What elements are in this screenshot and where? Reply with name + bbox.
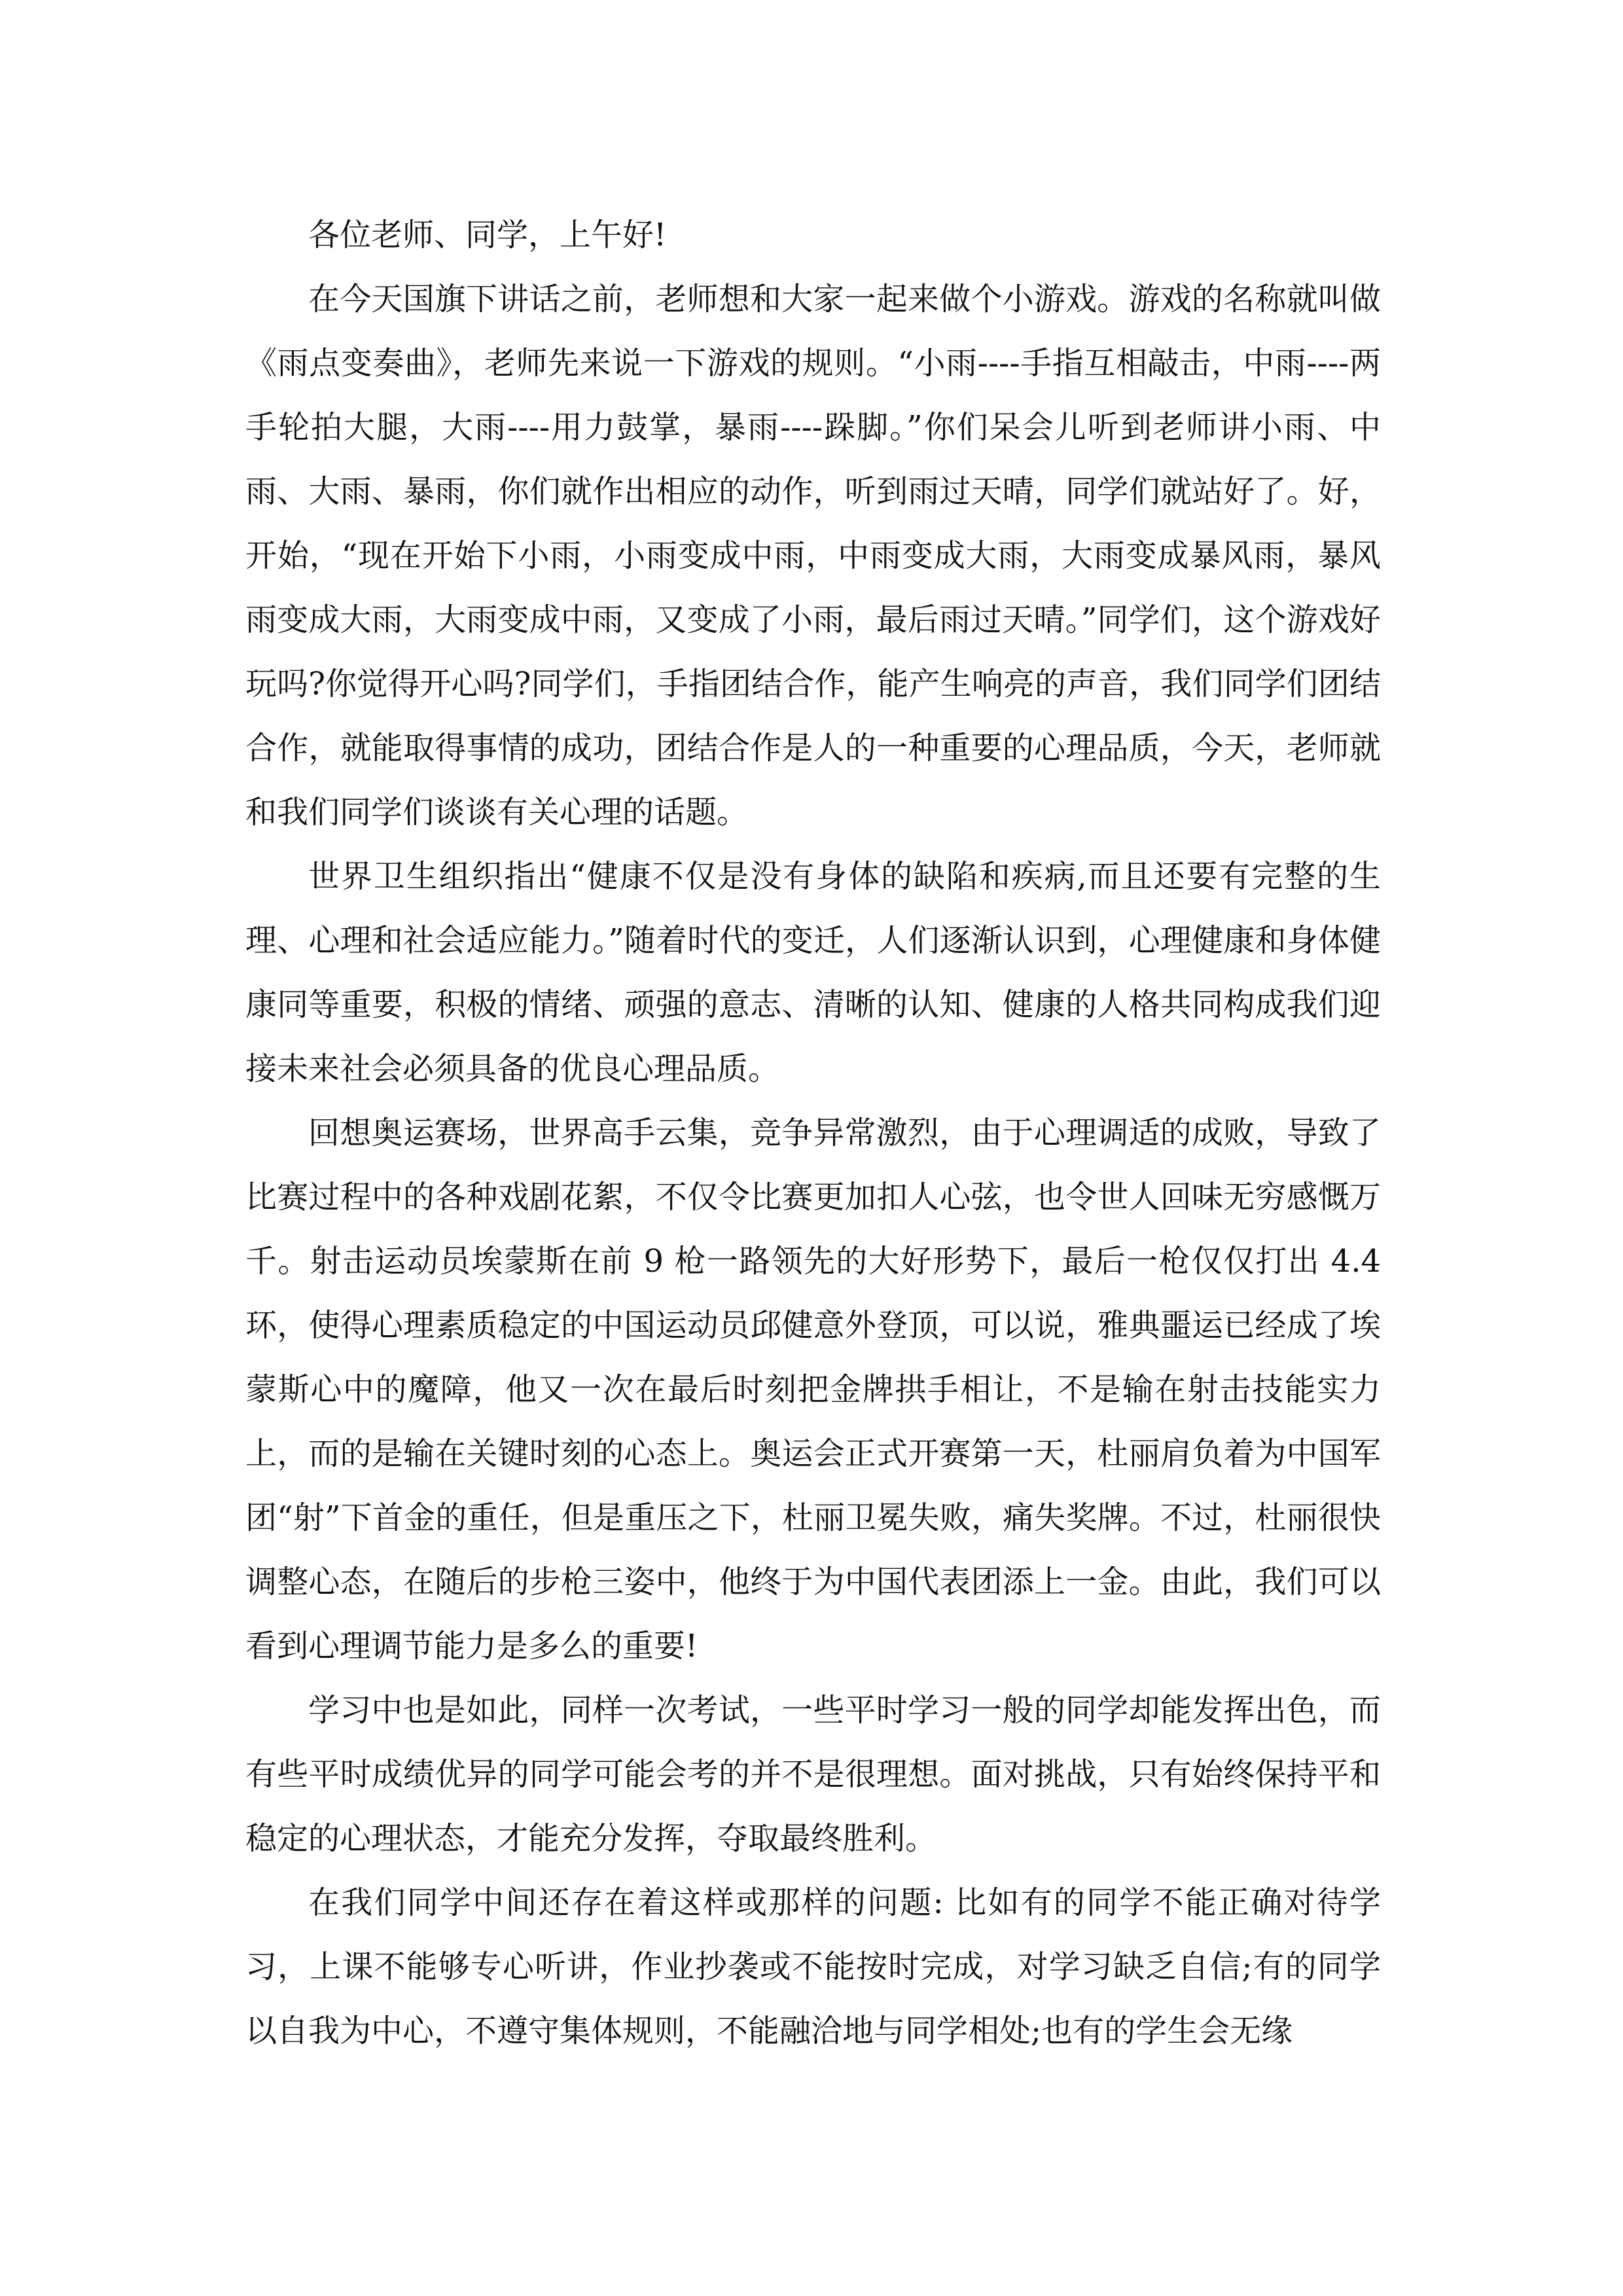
body-paragraph-olympics: 回想奥运赛场，世界高手云集，竞争异常激烈，由于心理调适的成败，导致了比赛过程中的各种戏剧花絮，不仅令比赛更加扣人心弦，也令世人回味无穷感慨万千。射击运动员埃蒙斯在前 9 枪一路领先的大好形势下，最后一枪仅仅打出 4.4 环，使得心理素质稳定的中国运动员邱健意外登顶，可以说，雅典噩运已经成了埃蒙斯心中的魔障，他又一次在最后时刻把金牌拱手相让，不是输在射击技能实力上，而的是输在关键时刻的心态上。奥运会正式开赛第一天，杜丽肩负着为中国军团“射”下首金的重任，但是重压之下，杜丽卫冕失败，痛失奖牌。不过，杜丽很快调整心态，在随后的步枪三姿中，他终于为中国代表团添上一金。由此，我们可以看到心理调节能力是多么的重要! <box>245 1115 1381 1664</box>
body-paragraph-who: 世界卫生组织指出“健康不仅是没有身体的缺陷和疾病,而且还要有完整的生理、心理和社会适应能力。”随着时代的变迁，人们逐渐认识到，心理健康和身体健康同等重要，积极的情绪、顽强的意志、清晰的认知、健康的人格共同构成我们迎接未来社会必须具备的优良心理品质。 <box>245 858 1381 1087</box>
body-paragraph-problems: 在我们同学中间还存在着这样或那样的问题: 比如有的同学不能正确对待学习，上课不能够专心听讲，作业抄袭或不能按时完成，对学习缺乏自信;有的同学以自我为中心，不遵守集体规则，不能融洽地与同学相处;也有的学生会无缘 <box>245 1884 1381 2049</box>
body-paragraph-game: 在今天国旗下讲话之前，老师想和大家一起来做个小游戏。游戏的名称就叫做《雨点变奏曲》，老师先来说一下游戏的规则。“小雨----手指互相敲击，中雨----两手轮拍大腿，大雨----用力鼓掌，暴雨----跺脚。”你们呆会儿听到老师讲小雨、中雨、大雨、暴雨，你们就作出相应的动作，听到雨过天晴，同学们就站好了。好，开始，“现在开始下小雨，小雨变成中雨，中雨变成大雨，大雨变成暴风雨，暴风雨变成大雨，大雨变成中雨，又变成了小雨，最后雨过天晴。”同学们，这个游戏好玩吗?你觉得开心吗?同学们，手指团结合作，能产生响亮的声音，我们同学们团结合作，就能取得事情的成功，团结合作是人的一种重要的心理品质，今天，老师就和我们同学们谈谈有关心理的话题。 <box>245 281 1381 831</box>
document-body <box>245 203 1381 2063</box>
greeting-paragraph: 各位老师、同学，上午好! <box>308 217 667 253</box>
body-paragraph-study: 学习中也是如此，同样一次考试，一些平时学习一般的同学却能发挥出色，而有些平时成绩优异的同学可能会考的并不是很理想。面对挑战，只有始终保持平和稳定的心理状态，才能充分发挥，夺取最终胜利。 <box>245 1692 1381 1857</box>
